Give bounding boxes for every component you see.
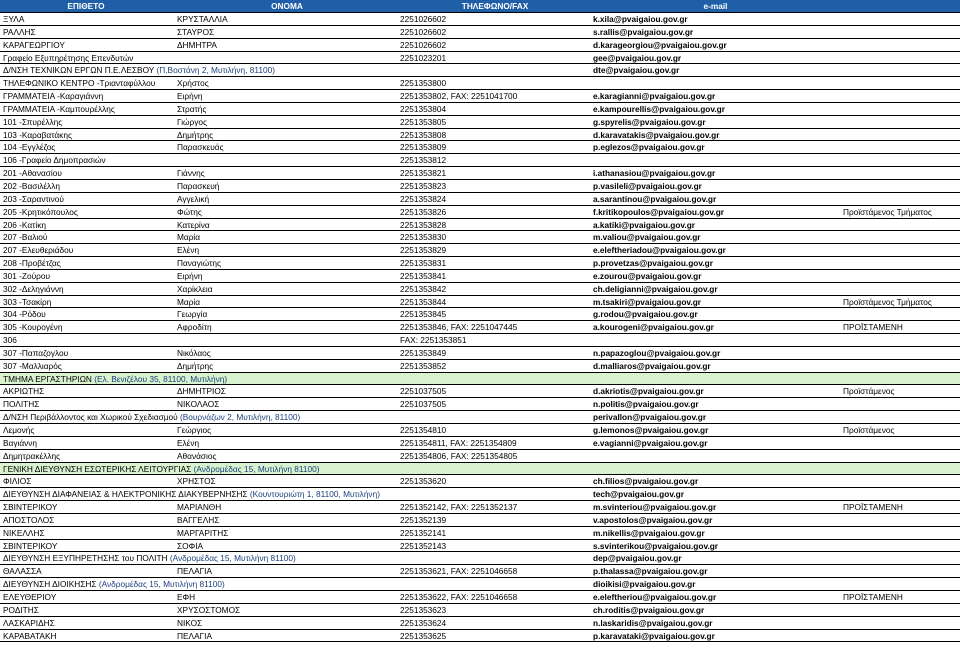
cell-name: ΠΕΛΑΓΙΑ — [177, 566, 213, 577]
cell-email: m.nikellis@pvaigaiou.gov.gr — [593, 527, 705, 538]
cell-email: d.karavatakis@pvaigaiou.gov.gr — [593, 129, 720, 140]
table-body — [0, 13, 960, 642]
cell-phone: 2251353809 — [400, 142, 447, 153]
cell-phone: 2251352139 — [400, 514, 447, 525]
cell-surname: ΠΟΛΙΤΗΣ — [3, 399, 40, 410]
section-name: ΔΙΕΥΘΥΝΣΗ ΔΙΟΙΚΗΣΗΣ — [3, 579, 97, 590]
cell-email: m.svinteriou@pvaigaiou.gov.gr — [593, 502, 717, 513]
cell-name: ΕΦΗ — [177, 591, 196, 602]
section-name: Δ/ΝΣΗ ΤΕΧΝΙΚΩΝ ΕΡΓΩΝ Π.Ε.ΛΕΣΒΟΥ — [3, 65, 155, 76]
cell-role — [843, 39, 960, 51]
cell-name: ΚΡΥΣΤΑΛΛΙΑ — [177, 14, 228, 24]
cell-phone: 2251353622, FAX: 2251046658 — [400, 591, 518, 602]
cell-role — [843, 540, 960, 552]
table-row — [0, 13, 960, 26]
cell-phone: 2251354810 — [400, 425, 447, 435]
cell-name — [177, 334, 397, 346]
cell-phone: 2251353800 — [400, 78, 447, 89]
cell-phone: 2251026602 — [400, 14, 447, 24]
cell-email: perivallon@pvaigaiou.gov.gr — [593, 412, 707, 423]
cell-surname: ΚΑΡΑΓΕΩΡΓΙΟΥ — [3, 39, 65, 50]
cell-surname: 106 -Γραφείο Δημοπρασιών — [3, 155, 106, 166]
header-surname: ΕΠΙΘΕΤΟ — [67, 1, 105, 11]
cell-name: Παρασκευάς — [177, 142, 224, 153]
cell-phone: 2251353830 — [400, 232, 447, 243]
table-row — [0, 308, 960, 321]
cell-phone: 2251353831 — [400, 258, 447, 269]
cell-role — [843, 578, 960, 590]
section-address: (Βουρνάζων 2, Μυτιλήνη, 81100) — [177, 412, 301, 423]
cell-surname: ΚΑΡΑΒΑΤΑΚΗ — [3, 630, 57, 641]
cell-surname: ΤΗΛΕΦΩΝΙΚΟ ΚΕΝΤΡΟ -Τριανταφύλλου — [3, 78, 156, 89]
cell-email: p.provetzas@pvaigaiou.gov.gr — [593, 258, 713, 269]
section-address: (Ανδρομέδας 15, Μυτιλήνη 81100) — [191, 463, 320, 474]
table-row — [0, 90, 960, 103]
cell-role — [843, 450, 960, 462]
cell-role — [843, 411, 960, 423]
cell-phone: 2251353804 — [400, 103, 447, 114]
cell-surname: Δημητρακέλλης — [3, 450, 61, 461]
section-title — [3, 373, 423, 385]
cell-surname: 103 -Καραβατάκης — [3, 129, 72, 140]
cell-phone: 2251353802, FAX: 2251041700 — [400, 91, 518, 102]
cell-phone: 2251353620 — [400, 476, 447, 487]
section-row — [0, 578, 960, 591]
cell-phone: 2251026602 — [400, 26, 447, 37]
cell-email: p.eglezos@pvaigaiou.gov.gr — [593, 142, 705, 153]
cell-name: Χαρίκλεια — [177, 283, 213, 294]
cell-name: ΧΡΗΣΤΟΣ — [177, 476, 216, 487]
cell-role — [843, 193, 960, 205]
table-row — [0, 630, 960, 643]
cell-name: Αφροδίτη — [177, 322, 212, 333]
cell-role — [843, 167, 960, 179]
table-row — [0, 244, 960, 257]
cell-phone: 2251353805 — [400, 116, 447, 127]
section-row — [0, 411, 960, 424]
cell-phone: 2251023201 — [400, 52, 447, 63]
section-address: (Ελ. Βενιζέλου 35, 81100, Μυτιλήνη) — [91, 373, 228, 384]
table-row — [0, 219, 960, 232]
cell-name: Γιάννης — [177, 168, 205, 179]
cell-role — [843, 527, 960, 539]
cell-name: Ελένη — [177, 245, 200, 256]
cell-phone: 2251037505 — [400, 386, 447, 397]
table-row — [0, 52, 960, 65]
cell-role — [843, 64, 960, 76]
cell-role — [843, 52, 960, 64]
cell-role: ΠΡΟΪΣΤΑΜΕΝΗ — [843, 591, 903, 602]
cell-role — [843, 219, 960, 231]
table-row — [0, 475, 960, 488]
cell-surname: 304 -Ρόδου — [3, 309, 46, 320]
cell-phone: 2251353821 — [400, 168, 447, 179]
cell-phone: 2251353824 — [400, 193, 447, 204]
cell-phone: 2251354806, FAX: 2251354805 — [400, 450, 518, 461]
section-title — [3, 463, 423, 475]
cell-name: Αγγελική — [177, 193, 210, 204]
cell-email: d.malliaros@pvaigaiou.gov.gr — [593, 360, 711, 371]
section-name: ΔΙΕΥΘΥΝΣΗ ΕΞΥΠΗΡΕΤΗΣΗΣ του ΠΟΛΙΤΗ — [3, 553, 168, 564]
cell-phone: 2251037505 — [400, 399, 447, 410]
cell-role — [843, 463, 960, 475]
table-row — [0, 77, 960, 90]
table-row — [0, 321, 960, 334]
cell-role: Προϊστάμενος — [843, 425, 895, 435]
cell-email: dep@pvaigaiou.gov.gr — [593, 553, 682, 564]
cell-email: n.politis@pvaigaiou.gov.gr — [593, 399, 699, 410]
cell-surname: Λεμονής — [3, 425, 35, 435]
cell-email — [593, 154, 838, 166]
cell-phone: 2251354811, FAX: 2251354809 — [400, 437, 517, 448]
table-row — [0, 437, 960, 450]
cell-email: gee@pvaigaiou.gov.gr — [593, 52, 682, 63]
section-row — [0, 373, 960, 386]
cell-surname: 307 -Παπαζογλου — [3, 347, 69, 358]
cell-surname: ΦΙΛΙΟΣ — [3, 476, 32, 487]
table-row — [0, 360, 960, 373]
table-row — [0, 385, 960, 398]
cell-email: a.sarantinou@pvaigaiou.gov.gr — [593, 193, 717, 204]
cell-phone: 2251353826 — [400, 206, 447, 217]
cell-name: Μαρία — [177, 296, 201, 307]
section-title — [3, 64, 423, 76]
cell-name: Μαρία — [177, 232, 201, 243]
cell-email: dioikisi@pvaigaiou.gov.gr — [593, 579, 696, 590]
cell-email: dte@pvaigaiou.gov.gr — [593, 65, 680, 76]
cell-email: tech@pvaigaiou.gov.gr — [593, 489, 684, 500]
table-row — [0, 501, 960, 514]
cell-name: Δημήτρης — [177, 360, 214, 371]
cell-phone: 2251353624 — [400, 617, 447, 628]
cell-email: ch.roditis@pvaigaiou.gov.gr — [593, 604, 705, 615]
cell-role — [843, 617, 960, 629]
cell-email: m.tsakiri@pvaigaiou.gov.gr — [593, 296, 701, 307]
cell-email: a.kourogeni@pvaigaiou.gov.gr — [593, 322, 714, 333]
cell-surname: ΞΥΛΑ — [3, 14, 25, 24]
cell-phone: 2251353841 — [400, 270, 447, 281]
table-row — [0, 296, 960, 309]
cell-role: Προϊστάμενος Τμήματος — [843, 296, 932, 307]
cell-name: ΜΑΡΙΑΝΘΗ — [177, 502, 222, 513]
cell-email — [593, 77, 838, 89]
cell-surname: 303 -Τσακίρη — [3, 296, 52, 307]
cell-role — [843, 270, 960, 282]
cell-email: ch.deligianni@pvaigaiou.gov.gr — [593, 283, 718, 294]
cell-role — [843, 129, 960, 141]
cell-surname: ΑΚΡΙΩΤΗΣ — [3, 386, 45, 397]
section-title — [3, 488, 423, 500]
cell-name: Γεωργία — [177, 309, 208, 320]
cell-surname: 203 -Σαραντινού — [3, 193, 64, 204]
cell-phone: 2251353844 — [400, 296, 447, 307]
cell-role — [843, 334, 960, 346]
table-row — [0, 565, 960, 578]
cell-email — [593, 334, 838, 346]
cell-email: i.athanasiou@pvaigaiou.gov.gr — [593, 168, 716, 179]
cell-surname: Βαγιάννη — [3, 437, 38, 448]
cell-email: f.kritikopoulos@pvaigaiou.gov.gr — [593, 206, 725, 217]
cell-surname: ΕΛΕΥΘΕΡΙΟΥ — [3, 591, 57, 602]
table-row — [0, 231, 960, 244]
cell-role — [843, 103, 960, 115]
table-row — [0, 257, 960, 270]
cell-email: a.katiki@pvaigaiou.gov.gr — [593, 219, 695, 230]
cell-surname: 202 -Βασιλέλλη — [3, 180, 60, 191]
cell-email: d.akriotis@pvaigaiou.gov.gr — [593, 386, 704, 397]
table-row — [0, 206, 960, 219]
table-row — [0, 270, 960, 283]
table-row — [0, 154, 960, 167]
table-row — [0, 450, 960, 463]
cell-name: Ειρήνη — [177, 91, 203, 102]
table-row — [0, 591, 960, 604]
cell-surname: ΣΒΙΝΤΕΡΙΚΟΥ — [3, 540, 58, 551]
cell-role — [843, 373, 960, 385]
cell-phone: 2251353849 — [400, 347, 447, 358]
section-name: ΔΙΕΥΘΥΝΣΗ ΔΙΑΦΑΝΕΙΑΣ & ΗΛΕΚΤΡΟΝΙΚΗΣ ΔΙΑΚΥΒΕΡΝΗΣΗΣ — [3, 489, 248, 500]
cell-surname: ΝΙΚΕΛΛΗΣ — [3, 527, 45, 538]
cell-role — [843, 437, 960, 449]
table-row — [0, 334, 960, 347]
table-row — [0, 141, 960, 154]
cell-phone: 2251353808 — [400, 129, 447, 140]
cell-phone: 2251353621, FAX: 2251046658 — [400, 566, 518, 577]
section-name: Δ/ΝΣΗ Περιβάλλοντος και Χωρικού Σχεδιασμού — [3, 412, 178, 423]
cell-name: Στρατής — [177, 103, 207, 114]
cell-email: e.kampourellis@pvaigaiou.gov.gr — [593, 103, 725, 114]
cell-name: Χρήστος — [177, 78, 209, 89]
cell-surname: 208 -Προβέτζας — [3, 258, 61, 269]
cell-role: ΠΡΟΪΣΤΑΜΕΝΗ — [843, 502, 903, 513]
cell-name: Αθανάσιος — [177, 450, 217, 461]
table-row — [0, 424, 960, 437]
cell-surname: 207 -Βαλιού — [3, 232, 48, 243]
cell-email: e.eleftheriou@pvaigaiou.gov.gr — [593, 591, 717, 602]
section-name: ΤΜΗΜΑ ΕΡΓΑΣΤΗΡΙΩΝ — [3, 373, 92, 384]
cell-name: Ελένη — [177, 437, 200, 448]
cell-email: p.karavataki@pvaigaiou.gov.gr — [593, 630, 715, 641]
cell-name: ΜΑΡΓΑΡΙΤΗΣ — [177, 527, 229, 538]
cell-email: n.papazoglou@pvaigaiou.gov.gr — [593, 347, 721, 358]
cell-surname: 205 -Κρητικόπουλος — [3, 206, 78, 217]
cell-role — [843, 565, 960, 577]
cell-role — [843, 90, 960, 102]
cell-name: Νικόλαος — [177, 347, 211, 358]
cell-name: Κατερίνα — [177, 219, 210, 230]
cell-phone: 2251352141 — [400, 527, 447, 538]
cell-role — [843, 154, 960, 166]
table-row — [0, 129, 960, 142]
cell-surname: 206 -Κατίκη — [3, 219, 47, 230]
cell-name: Παρασκευή — [177, 180, 220, 191]
cell-name: ΔΗΜΗΤΡΙΟΣ — [177, 386, 226, 397]
section-address: (Κουντουριώτη 1, 81100, Μυτιλήνη) — [247, 489, 380, 500]
section-address: (Π.Βοστάνη 2, Μυτιλήνη, 81100) — [154, 65, 275, 76]
cell-role — [843, 77, 960, 89]
cell-email: p.thalassa@pvaigaiou.gov.gr — [593, 566, 708, 577]
cell-role — [843, 141, 960, 153]
cell-name: Γιώργος — [177, 116, 208, 127]
cell-role — [843, 488, 960, 500]
cell-surname: ΘΑΛΑΣΣΑ — [3, 566, 42, 577]
header-email: e-mail — [703, 1, 728, 11]
cell-email — [593, 450, 838, 462]
cell-phone: 2251352142, FAX: 2251352137 — [400, 502, 518, 513]
cell-email: g.rodou@pvaigaiou.gov.gr — [593, 309, 698, 320]
table-row — [0, 604, 960, 617]
cell-surname: ΓΡΑΜΜΑΤΕΙΑ -Καραγιάννη — [3, 91, 104, 102]
cell-name: ΣΟΦΙΑ — [177, 540, 204, 551]
cell-name: ΠΕΛΑΓΙΑ — [177, 630, 213, 641]
cell-phone: 2251353823 — [400, 180, 447, 191]
cell-surname: 101 -Σπυρέλλης — [3, 116, 63, 127]
table-row — [0, 26, 960, 39]
cell-name: ΔΗΜΗΤΡΑ — [177, 39, 217, 50]
cell-email: e.vagianni@pvaigaiou.gov.gr — [593, 437, 708, 448]
table-row — [0, 514, 960, 527]
table-row — [0, 193, 960, 206]
cell-email: g.lemonos@pvaigaiou.gov.gr — [593, 425, 709, 435]
cell-name: ΝΙΚΟΣ — [177, 617, 203, 628]
cell-phone: 2251353845 — [400, 309, 447, 320]
cell-role — [843, 283, 960, 295]
cell-phone: 2251353846, FAX: 2251047445 — [400, 322, 518, 333]
cell-role — [843, 231, 960, 243]
section-row — [0, 488, 960, 501]
cell-email: v.apostolos@pvaigaiou.gov.gr — [593, 514, 713, 525]
cell-email: m.valiou@pvaigaiou.gov.gr — [593, 232, 701, 243]
table-row — [0, 116, 960, 129]
section-title — [3, 411, 423, 423]
cell-role: Προϊστάμενος — [843, 386, 895, 397]
cell-surname: ΡΟΔΙΤΗΣ — [3, 604, 39, 615]
cell-name: Γεώργιος — [177, 425, 212, 435]
cell-name: Δημήτρης — [177, 129, 214, 140]
cell-surname: 306 — [3, 335, 17, 346]
cell-surname: 302 -Δεληγιάννη — [3, 283, 64, 294]
table-row — [0, 180, 960, 193]
section-row — [0, 552, 960, 565]
cell-phone: 2251353842 — [400, 283, 447, 294]
cell-role: ΠΡΟΪΣΤΑΜΕΝΗ — [843, 322, 903, 333]
table-row — [0, 540, 960, 553]
cell-phone: 2251353623 — [400, 604, 447, 615]
cell-email: ch.filios@pvaigaiou.gov.gr — [593, 476, 699, 487]
cell-email: g.spyrelis@pvaigaiou.gov.gr — [593, 116, 706, 127]
cell-name: ΒΑΓΓΕΛΗΣ — [177, 514, 220, 525]
cell-surname: 207 -Ελευθεριάδου — [3, 245, 74, 256]
cell-role — [843, 180, 960, 192]
cell-role — [843, 116, 960, 128]
cell-role — [843, 257, 960, 269]
cell-surname: ΣΒΙΝΤΕΡΙΚΟΥ — [3, 502, 58, 513]
cell-surname: ΛΑΣΚΑΡΙΔΗΣ — [3, 617, 55, 628]
cell-surname: 301 -Ζούρου — [3, 270, 51, 281]
cell-role — [843, 308, 960, 320]
cell-phone: 2251352143 — [400, 540, 447, 551]
cell-role — [843, 244, 960, 256]
cell-email: d.karageorgiou@pvaigaiou.gov.gr — [593, 39, 727, 50]
header-phone-fax: ΤΗΛΕΦΩΝΟ/FAX — [461, 1, 529, 11]
cell-surname: 305 -Κουρογένη — [3, 322, 63, 333]
cell-surname: ΓΡΑΜΜΑΤΕΙΑ -Καμπουρέλλης — [3, 103, 115, 114]
cell-phone: FAX: 2251353851 — [400, 335, 467, 346]
cell-surname: Γραφείο Εξυπηρέτησης Επενδυτών — [3, 52, 134, 63]
cell-name — [177, 154, 397, 166]
cell-email: s.svinterikou@pvaigaiou.gov.gr — [593, 540, 719, 551]
cell-email: n.laskaridis@pvaigaiou.gov.gr — [593, 617, 713, 628]
cell-surname: 307 -Μαλλιαρός — [3, 360, 62, 371]
header-name: ΟΝΟΜΑ — [271, 1, 303, 11]
table-row — [0, 167, 960, 180]
cell-email: p.vasileli@pvaigaiou.gov.gr — [593, 180, 702, 191]
table-row — [0, 347, 960, 360]
cell-phone: 2251353829 — [400, 245, 447, 256]
cell-phone: 2251026602 — [400, 39, 447, 50]
cell-surname: ΑΠΟΣΤΟΛΟΣ — [3, 514, 55, 525]
cell-email: s.rallis@pvaigaiou.gov.gr — [593, 26, 694, 37]
section-title — [3, 552, 423, 564]
table-header — [0, 0, 960, 13]
cell-role — [843, 514, 960, 526]
cell-name: Παναγιώτης — [177, 258, 221, 269]
table-row — [0, 398, 960, 411]
cell-name — [177, 52, 397, 64]
section-address: (Ανδρομέδας 15, Μυτιλήνη 81100) — [167, 553, 296, 564]
table-row — [0, 39, 960, 52]
section-row — [0, 64, 960, 77]
section-name: ΓΕΝΙΚΗ ΔΙΕΥΘΥΝΣΗ ΕΣΩΤΕΡΙΚΗΣ ΛΕΙΤΟΥΡΓΙΑΣ — [3, 463, 192, 474]
cell-role — [843, 13, 960, 25]
cell-surname: ΡΑΛΛΗΣ — [3, 26, 36, 37]
cell-role — [843, 630, 960, 642]
table-row — [0, 617, 960, 630]
cell-phone: 2251353625 — [400, 630, 447, 641]
cell-role — [843, 26, 960, 38]
cell-role — [843, 398, 960, 410]
cell-role — [843, 475, 960, 487]
cell-role: Προϊστάμενος Τμήματος — [843, 206, 932, 217]
table-row — [0, 103, 960, 116]
table-row — [0, 283, 960, 296]
cell-name: ΧΡΥΣΟΣΤΟΜΟΣ — [177, 604, 241, 615]
cell-name: Φώτης — [177, 206, 202, 217]
cell-name: ΣΤΑΥΡΟΣ — [177, 26, 215, 37]
section-title — [3, 578, 423, 590]
cell-phone: 2251353852 — [400, 360, 447, 371]
cell-email: e.zourou@pvaigaiou.gov.gr — [593, 270, 702, 281]
cell-surname: 201 -Αθανασίου — [3, 168, 62, 179]
cell-email: e.karagianni@pvaigaiou.gov.gr — [593, 91, 716, 102]
section-address: (Ανδρομέδας 15, Μυτιλήνη 81100) — [96, 579, 225, 590]
section-row — [0, 463, 960, 476]
cell-phone: 2251353828 — [400, 219, 447, 230]
cell-role — [843, 552, 960, 564]
cell-name: Ειρήνη — [177, 270, 203, 281]
table-row — [0, 527, 960, 540]
cell-role — [843, 360, 960, 372]
cell-surname: 104 -Εγγλέζος — [3, 142, 56, 153]
cell-email: e.eleftheriadou@pvaigaiou.gov.gr — [593, 245, 726, 256]
cell-name: ΝΙΚΟΛΑΟΣ — [177, 399, 220, 410]
cell-role — [843, 604, 960, 616]
cell-phone: 2251353812 — [400, 155, 447, 166]
cell-role — [843, 347, 960, 359]
cell-email: k.xila@pvaigaiou.gov.gr — [593, 14, 688, 24]
